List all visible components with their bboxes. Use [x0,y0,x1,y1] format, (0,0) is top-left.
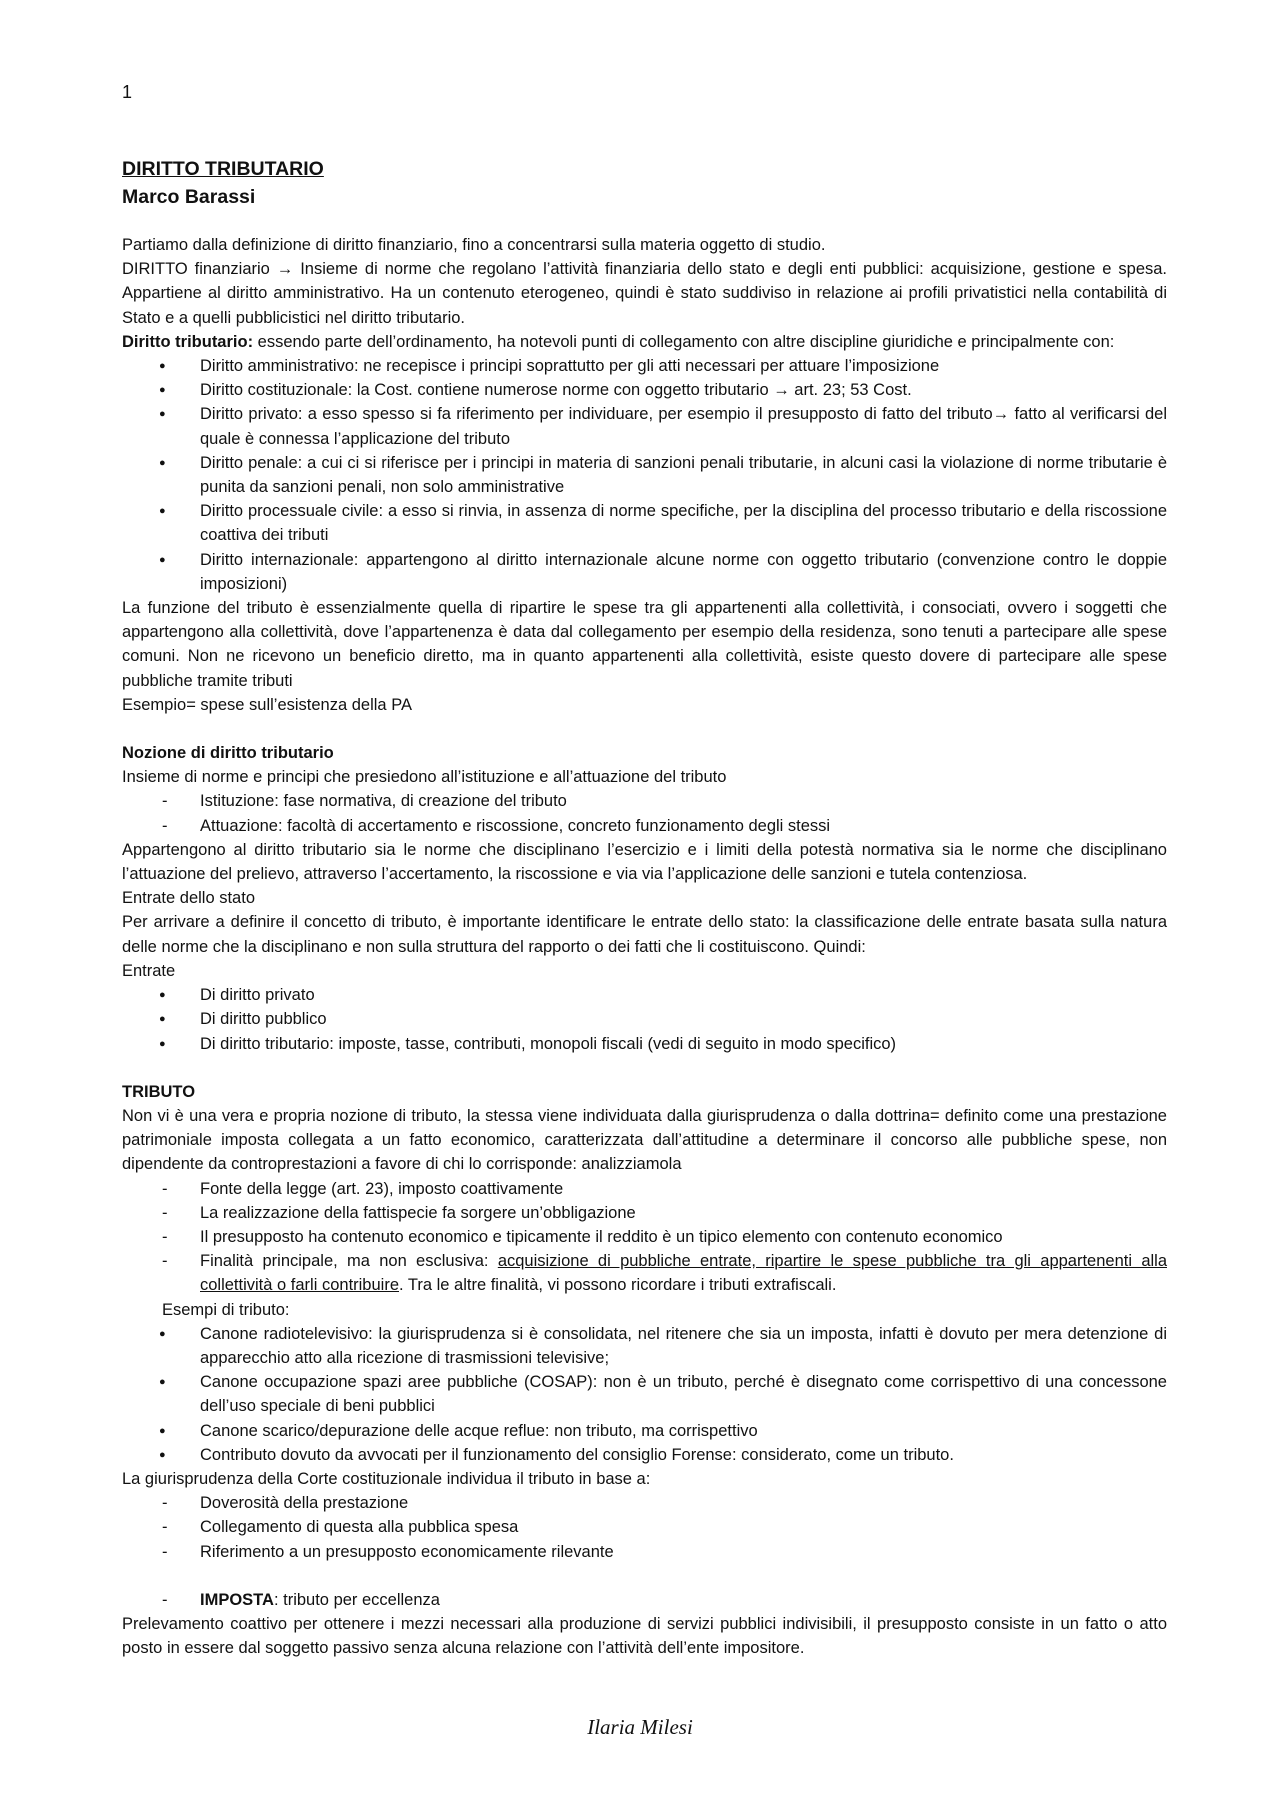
tributo-list [122,1177,1167,1298]
page-number: 1 [122,82,133,102]
list-item: - Istituzione: fase normativa, di creazione del tributo [122,789,1167,813]
list-item: ● Canone occupazione spazi aree pubbliche (COSAP): non è un tributo, perché è disegnato come corrispettivo di una concessone dell’uso speciale di beni pubblici [122,1370,1167,1418]
entrate-stato-line: Entrate dello stato [122,889,255,908]
list-item: ● Diritto processuale civile: a esso si rinvia, in assenza di norme specifiche, per la disciplina del processo tributario e della riscossione coattiva dei tributi [122,499,1167,547]
list-item: ● Di diritto privato [122,983,1167,1007]
list-item: ● Canone scarico/depurazione delle acque reflue: non tributo, ma corrispettivo [122,1419,1167,1443]
intro-paragraph: Partiamo dalla definizione di diritto finanziario, fino a concentrarsi sulla materia oggetto di studio. [122,236,826,254]
list-item: ● Di diritto tributario: imposte, tasse, contributi, monopoli fiscali (vedi di seguito in modo specifico) [122,1032,1167,1056]
imposta-text: : tributo per eccellenza [273,1590,440,1609]
list-item [122,1249,1167,1297]
diritto-tributario-paragraph [122,330,1167,354]
list-item: ● Diritto privato: a esso spesso si fa riferimento per individuare, per esempio il presupposto di fatto del tributo→ fatto al verificarsi del quale è connessa l’applicazione del tributo [122,402,1167,450]
esempi-label: Esempi di tributo: [162,1300,290,1319]
footer-author: Ilaria Milesi [587,1715,693,1739]
imposta-definition: Prelevamento coattivo per ottenere i mezzi necessari alla produzione di servizi pubblici indivisibili, il presupposto consiste in un fatto o atto posto in essere dal soggetto passivo senza alcuna relazione con l’attività dell’ente impositore. [122,1614,1167,1658]
nozione-paragraph: Insieme di norme e principi che presiedono all’istituzione e all’attuazione del tributo [122,768,727,787]
appartengono-paragraph: Appartengono al diritto tributario sia le norme che disciplinano l’esercizio e i limiti della potestà normativa sia le norme che disciplinano l’attuazione del prelievo, attraverso l’accertamento, la riscossione e via via l’applicazione delle sanzioni e tutela contenziosa. [122,840,1167,884]
corte-list [122,1491,1167,1564]
esempi-list [122,1322,1167,1467]
nozione-list [122,789,1167,837]
page-content [122,155,1167,1660]
esempio-line: Esempio= spese sull’esistenza della PA [122,695,412,714]
list-item: ● Diritto amministrativo: ne recepisce i principi soprattutto per gli atti necessari per attuare l’imposizione [122,354,1167,378]
list-item: - La realizzazione della fattispecie fa sorgere un’obbligazione [122,1201,1167,1225]
entrate-paragraph: Per arrivare a definire il concetto di tributo, è importante identificare le entrate dello stato: la classificazione delle entrate basata sulla natura delle norme che la disciplinano e non sulla struttura del rapporto o dei fatti che li costituiscono. Quindi: [122,913,1167,956]
list-item: - Fonte della legge (art. 23), imposto coattivamente [122,1177,1167,1201]
entrate-label: Entrate [122,961,176,980]
list-item: ● Canone radiotelevisivo: la giurisprudenza si è consolidata, nel ritenere che sia un imposta, infatti è dovuto per mera detenzione di apparecchio atto alla ricezione di trasmissioni televisive; [122,1322,1167,1370]
document-title: DIRITTO TRIBUTARIO [122,158,324,180]
definition-paragraph: DIRITTO finanziario → Insieme di norme che regolano l’attività finanziaria dello stato e degli enti pubblici: acquisizione, gestione e spesa. Appartiene al diritto amministrativo. Ha un contenuto eterogeneo, quindi è stato suddiviso in relazione ai profili privatistici nella contabilità di Stato e a quelli pubblicistici nel diritto tributario. [122,260,1167,327]
imposta-list [122,1588,1167,1612]
list-item: ● Diritto internazionale: appartengono al diritto internazionale alcune norme con oggetto tributario (convenzione contro le doppie imposizioni) [122,548,1167,596]
nozione-heading: Nozione di diritto tributario [122,744,334,763]
list-item: - Attuazione: facoltà di accertamento e riscossione, concreto funzionamento degli stessi [122,814,1167,838]
funzione-paragraph: La funzione del tributo è essenzialmente quella di ripartire le spese tra gli appartenenti alla collettività, i consociati, ovvero i soggetti che appartengono alla collettività, dove l’appartenenza è data dal collegamento per esempio della residenza, sono tenuti a partecipare alle spese comuni. Non ne ricevono un beneficio diretto, ma in quanto appartenenti alla collettività, esiste questo dovere di partecipare alle spese pubbliche tramite tributi [122,599,1167,690]
corte-paragraph: La giurisprudenza della Corte costituzionale individua il tributo in base a: [122,1469,651,1488]
finalita-suffix: . Tra le altre finalità, vi possono ricordare i tributi extrafiscali. [399,1276,837,1295]
paragraph-text: essendo parte dell’ordinamento, ha notevoli punti di collegamento con altre discipline giuridiche e principalmente con: [253,332,1115,351]
imposta-label: IMPOSTA [200,1590,274,1609]
finalita-prefix: Finalità principale, ma non esclusiva: [200,1252,498,1271]
tributo-heading: TRIBUTO [122,1082,196,1101]
list-item [122,1588,1167,1612]
list-item: - Collegamento di questa alla pubblica spesa [122,1515,1167,1539]
disciplines-list [122,354,1167,596]
list-item: - Doverosità della prestazione [122,1491,1167,1515]
bold-label: Diritto tributario: [122,332,254,351]
document-author: Marco Barassi [122,186,256,208]
list-item: ● Diritto penale: a cui ci si riferisce per i principi in materia di sanzioni penali tributarie, in alcuni casi la violazione di norme tributarie è punita da sanzioni penali, non solo amministrative [122,451,1167,499]
list-item: ● Di diritto pubblico [122,1007,1167,1031]
list-item: - Riferimento a un presupposto economicamente rilevante [122,1540,1167,1564]
list-item: - Il presupposto ha contenuto economico e tipicamente il reddito è un tipico elemento con contenuto economico [122,1225,1167,1249]
tributo-paragraph: Non vi è una vera e propria nozione di tributo, la stessa viene individuata dalla giurisprudenza o dalla dottrina= definito come una prestazione patrimoniale imposta collegata a un fatto economico, caratterizzata dall’attitudine a determinare il concorso alle pubbliche spese, non dipendente da controprestazioni a favore di chi lo corrisponde: analizziamola [122,1106,1167,1174]
underlined-text: acquisizione di pubbliche entrate, ripartire le spese pubbliche tra gli appartenenti alla collettività o farli contribuire [200,1252,1167,1295]
list-item: ● Contributo dovuto da avvocati per il funzionamento del consiglio Forense: considerato, come un tributo. [122,1443,1167,1467]
list-item: ● Diritto costituzionale: la Cost. contiene numerose norme con oggetto tributario → art. 23; 53 Cost. [122,378,1167,402]
entrate-list [122,983,1167,1056]
